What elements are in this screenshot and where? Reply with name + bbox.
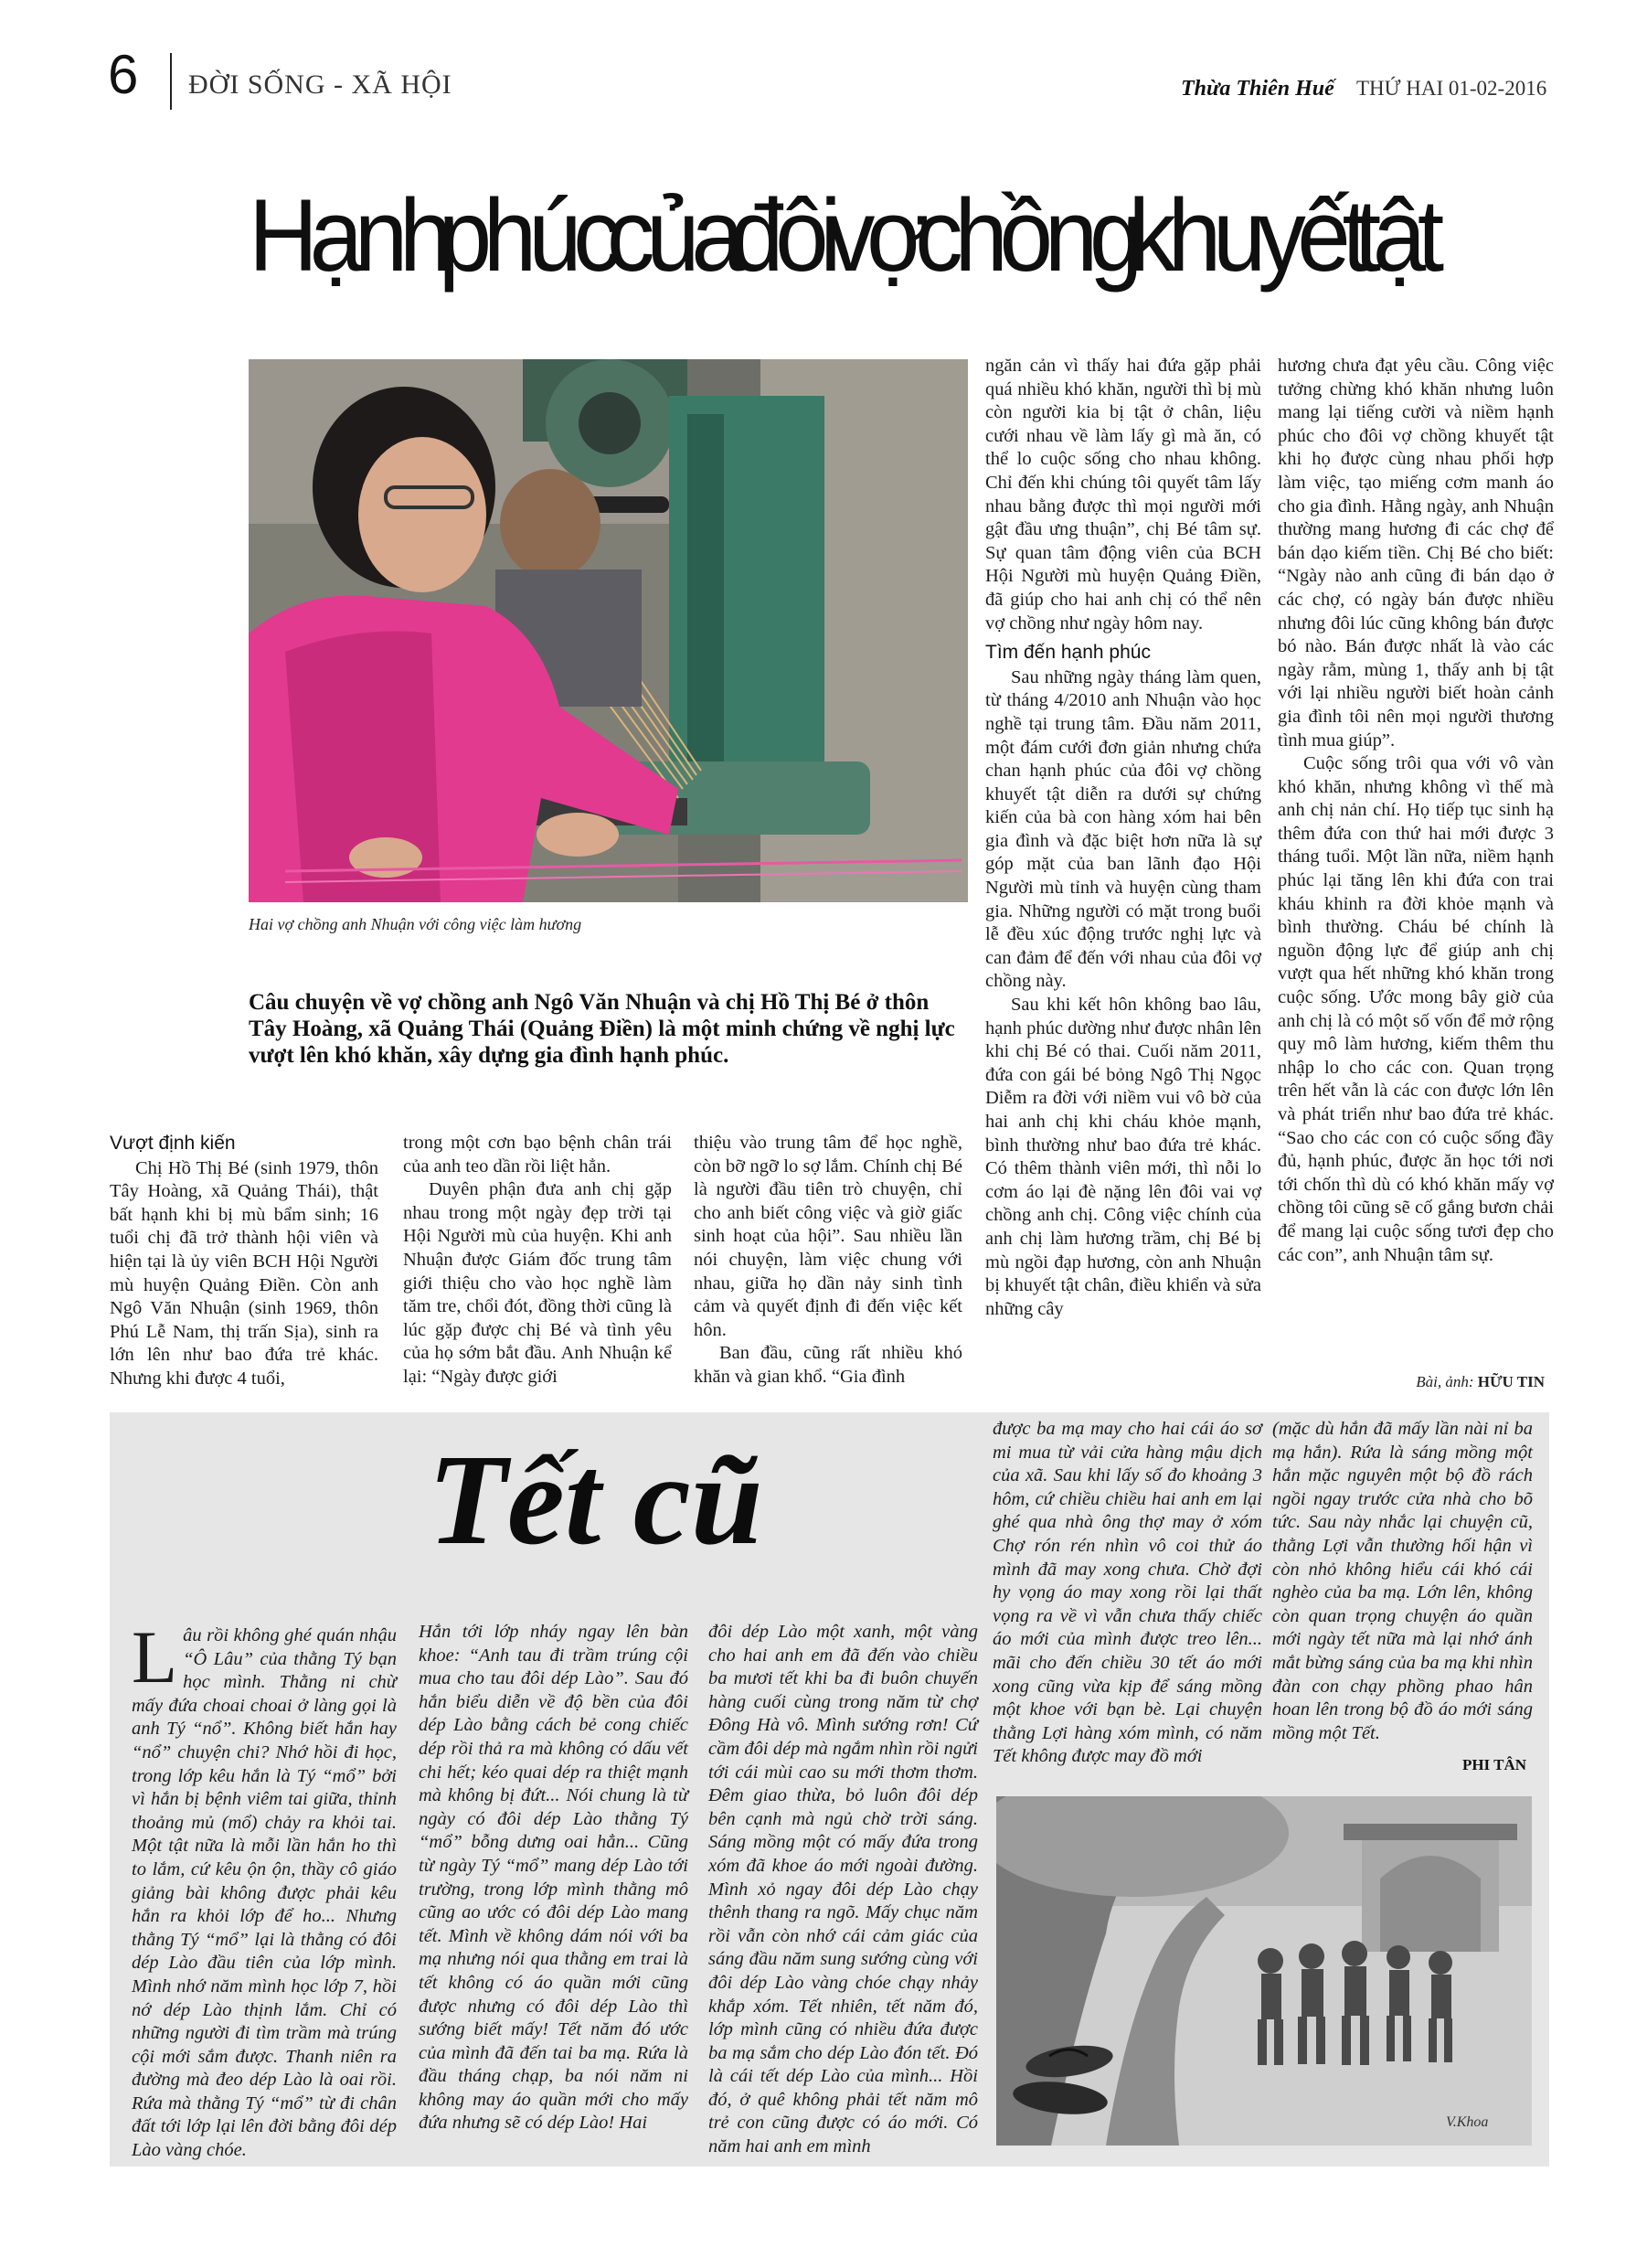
tet-cu-illustration	[996, 1796, 1532, 2146]
issue-date: THỨ HAI 01-02-2016	[1356, 77, 1547, 100]
article1-paragraph: Chị Hồ Thị Bé (sinh 1979, thôn Tây Hoàng, xã Quảng Thái), thật bất hạnh khi bị mù bẩm sinh; 16 tuổi chị đã trở thành hội viên và hiện tại là ủy viên BCH Hội Người mù huyện Quảng Điền. Còn anh Ngô Văn Nhuận (sinh 1969, thôn Phú Lễ Nam, thị trấn Sịa), sinh ra lớn lên như bao đứa trẻ khác. Nhưng khi được 4 tuổi,	[110, 1157, 378, 1389]
article1-column-5	[1278, 355, 1554, 1267]
article1-paragraph: Ban đầu, cũng rất nhiều khó khăn và gian khổ. “Gia đình	[694, 1343, 962, 1387]
article1-paragraph: thiệu vào trung tâm để học nghề, còn bỡ ngỡ lo sợ lắm. Chính chị Bé là người đầu tiên trò chuyện, chỉ cho anh biết công việc và giờ giấc sinh hoạt của hội”. Sau nhiều lần nói chuyện, làm việc chung với nhau, giữa họ dần nảy sinh tình cảm và quyết định đi đến việc kết hôn.	[694, 1133, 962, 1340]
tet-cu-paragraph: được ba mạ may cho hai cái áo sơ mi mua từ vải cửa hàng mậu dịch của xã. Sau khi lấy số đo khoảng 3 hôm, cứ chiều chiều hai anh em lại ghé qua nhà ông thợ may ở xóm Chợ rón rén nhìn vô coi thử áo mình đã may xong chưa. Chờ đợi hy vọng áo may xong rồi lại thất vọng ra về vì vẫn chưa thấy chiếc áo mới của mình được treo lên... mãi cho đến chiều 30 tết áo mới xong cũng vừa kịp để sáng mồng một khoe với bạn bè. Lại chuyện thằng Lợi hàng xóm mình, có năm Tết không được may đồ mới	[993, 1419, 1262, 1767]
byline-label: Bài, ảnh:	[1416, 1373, 1478, 1390]
tet-cu-paragraph: Hắn tới lớp nháy ngay lên bàn khoe: “Anh tau đi trầm trúng cội mua cho tau đôi dép Lào”. Sau đó hắn biểu diễn về độ bền của đôi dép Lào bằng cách bẻ cong chiếc dép rồi thả ra mà không có dấu vết chi hết; kéo quai dép ra thiệt mạnh mà không bị đứt... Nói chung là từ ngày có đôi dép Lào thằng Tý “mổ” bỗng dưng oai hẳn... Cũng từ ngày Tý “mổ” mang dép Lào tới trường, trong lớp mình thằng mô cũng ao ước có đôi dép Lào mang tết. Mình về không dám nói với ba mạ nhưng nói qua thằng em trai là tết không có áo quần mới cũng được nhưng có đôi dép Lào thì sướng biết mấy! Tết năm đó ước của mình đã đến tai ba mạ. Rứa là đầu tháng chạp, ba nói năm ni không may áo quần mới cho mấy đứa nhưng sẽ có dép Lào! Hai	[419, 1622, 688, 2134]
tet-cu-column-2	[419, 1621, 688, 2135]
illustration-signature: V.Khoa	[1446, 2114, 1489, 2130]
header-divider	[170, 53, 172, 110]
tet-cu-column-5	[1272, 1418, 1533, 1745]
article1-paragraph: hương chưa đạt yêu cầu. Công việc tưởng chừng khó khăn nhưng luôn mang lại tiếng cười và niềm hạnh phúc cho đôi vợ chồng khuyết tật khi họ được cùng nhau phối hợp làm việc, tạo miếng cơm manh áo cho gia đình. Hằng ngày, anh Nhuận thường mang hương đi các chợ để bán dạo kiếm tiền. Chị Bé cho biết: “Ngày nào anh cũng đi bán dạo ở các chợ, có ngày bán được nhiều nhưng đôi lúc cũng không bán được bó nào. Bán được nhất là vào các ngày rằm, mùng 1, thấy anh bị tật với lại nhiều người biết hoàn cảnh gia đình tôi nên mọi người thương tình mua giúp”.	[1278, 356, 1554, 751]
section-title: ĐỜI SỐNG - XÃ HỘI	[188, 69, 452, 100]
photo-caption: Hai vợ chồng anh Nhuận với công việc làm hương	[249, 915, 582, 933]
drop-cap: L	[132, 1615, 178, 1698]
tet-cu-paragraph: Lâu rồi không ghé quán nhậu “Ô Lâu” của thằng Tý bạn học mình. Thằng ni chừ mấy đứa choai choai ở làng gọi là anh Tý “nổ”. Không biết hắn hay “nổ” chuyện chi? Nhớ hồi đi học, trong lớp kêu hắn là Tý “mổ” bởi vì hắn bị bệnh viêm tai giữa, thỉnh thoảng mủ (mổ) chảy ra khỏi tai. Một tật nữa là mỗi lần hắn ho thì to lắm, cứ kêu ộn ộn, thầy cô giáo giảng bài không được phải kêu hắn ra khỏi lớp để ho... Nhưng thằng Tý “mổ” lại là thằng có đôi dép Lào đầu tiên của lớp mình. Mình nhớ năm mình học lớp 7, hồi nớ dép Lào thịnh lắm. Chỉ có những người đi tìm trầm mà trúng cội mới sắm được. Thanh niên ra đường mà đeo dép Lào là oai rồi. Rứa mà thằng Tý “mổ” từ đi chân đất tới lớp lại lên đời bằng đôi dép Lào vàng chóe.	[132, 1615, 397, 2161]
tet-cu-column-3	[708, 1621, 978, 2159]
tet-cu-paragraph: đôi dép Lào một xanh, một vàng cho hai anh em đã đến vào chiều ba mươi tết khi ba đi buôn chuyến hàng cuối cùng trong năm từ chợ Đông Hà vô. Mình sướng rơn! Cứ cầm đôi dép mà ngắm nhìn rồi ngửi tới cái mùi cao su mới thơm thơm. Đêm giao thừa, bỏ luôn đôi dép bên cạnh mà ngủ chờ trời sáng. Sáng mồng một có mấy đứa trong xóm đã khoe áo mới ngoài đường. Mình xỏ ngay đôi dép Lào chạy thênh thang ra ngõ. Mấy chục năm rồi vẫn còn nhớ cái cảm giác của sáng đầu năm sung sướng cùng với đôi dép Lào vàng chóe chạy nhảy khắp xóm. Tết nhiên, tết năm đó, lớp mình cũng có nhiều đứa được ba mạ sắm cho dép Lào đón tết. Đó là cái tết dép Lào của mình... Hồi đó, ở quê không phải tết năm mô trẻ con cũng được có áo mới. Có năm hai anh em mình	[708, 1622, 978, 2157]
tet-cu-column-4	[993, 1418, 1262, 1769]
publication-name: Thừa Thiên Huế	[1181, 77, 1334, 101]
article1-column-3	[694, 1132, 962, 1390]
article1-paragraph: Duyên phận đưa anh chị gặp nhau trong một ngày đẹp trời tại Hội Người mù của huyện. Khi anh Nhuận được Giám đốc trung tâm giới thiệu cho vào học nghề làm tăm tre, chổi đót, đồng thời cũng là lúc gặp được chị Bé và tình yêu của họ sớm bắt đầu. Anh Nhuận kể lại: “Ngày được giới	[403, 1179, 672, 1387]
tet-cu-column-1	[132, 1615, 397, 2163]
article1-column-4	[985, 355, 1261, 1321]
tet-cu-byline: PHI TÂN	[1461, 1756, 1526, 1773]
subhead-vuot-dinh-kien: Vượt định kiến	[110, 1133, 236, 1154]
article1-paragraph: Cuộc sống trôi qua với vô vàn khó khăn, nhưng không vì thế mà anh chị nản chí. Họ tiếp tục sinh hạ thêm đứa con thứ hai mới được 3 tháng tuổi. Một lần nữa, niềm hạnh phúc lại tăng lên khi đứa con trai kháu khỉnh ra đời khỏe mạnh và bình thường. Cháu bé chính là nguồn động lực để giúp anh chị vượt qua hết những khó khăn trong cuộc sống. Ước mong bây giờ của anh chị là có một số vốn để mở rộng quy mô làm hương, kiếm thêm thu nhập lo cho các con. Quan trọng trên hết vẫn là các con được lớn lên và phát triển như bao đứa trẻ khác. “Sao cho các con có cuộc sống đầy đủ, hạnh phúc, được ăn học tới nơi tới chốn thì dù có khó khăn mấy vợ chồng tôi cũng sẽ cố gắng bươn chải để mang lại cuộc sống tươi đẹp cho các con”, anh Nhuận tâm sự.	[1278, 753, 1554, 1265]
page-number: 6	[108, 44, 139, 105]
article1-paragraph: Sau khi kết hôn không bao lâu, hạnh phúc dường như được nhân lên khi chị Bé có thai. Cuối năm 2011, đứa con gái bé bỏng Ngô Thị Ngọc Diễm ra đời với niềm vui vô bờ của hai anh chị khi cháu khỏe mạnh, bình thường như bao đứa trẻ khác. Có thêm thành viên mới, thì nỗi lo cơm áo lại đè nặng lên đôi vai vợ chồng anh chị. Công việc chính của anh chị làm hương trầm, chị Bé bị mù ngồi đạp hương, còn anh Nhuận bị khuyết tật chân, điều khiển và sửa những cây	[985, 995, 1261, 1319]
article1-paragraph: trong một cơn bạo bệnh chân trái của anh teo dần rồi liệt hẳn.	[403, 1133, 672, 1177]
article-sapo: Câu chuyện về vợ chồng anh Ngô Văn Nhuận và chị Hồ Thị Bé ở thôn Tây Hoàng, xã Quảng Thái (Quảng Điền) là một minh chứng về nghị lực vượt lên khó khăn, xây dựng gia đình hạnh phúc.	[249, 990, 955, 1068]
children-running-illustration	[996, 1796, 1532, 2146]
tet-cu-box	[110, 1412, 1549, 2167]
article1-paragraph: ngăn cản vì thấy hai đứa gặp phải quá nhiều khó khăn, người thì bị mù còn người kia bị tật ở chân, liệu cưới nhau về làm lấy gì mà ăn, có thể lo cuộc sống cho nhau không. Chỉ đến khi chúng tôi quyết tâm lấy nhau bằng được thì mọi người mới gật đầu ưng thuận”, chị Bé tâm sự. Sự quan tâm động viên của BCH Hội Người mù huyện Quảng Điền, đã giúp cho hai anh chị có thể nên vợ chồng như ngày hôm nay.	[985, 356, 1261, 634]
byline-name: HỮU TIN	[1477, 1373, 1545, 1390]
article1-column-2	[403, 1132, 672, 1390]
tet-cu-paragraph: (mặc dù hắn đã mấy lần nài nỉ ba mạ hắn). Rứa là sáng mồng một hắn mặc nguyên một bộ đồ rách ngồi ngay trước cửa nhà cho bõ tức. Sau này nhắc lại chuyện cũ, thằng Lợi vẫn thường hối hận vì còn nhỏ không hiểu cái khó cái nghèo của ba mạ. Lớn lên, không còn quan trọng chuyện áo quần mới ngày tết nữa mà lại nhớ ánh mắt bừng sáng của ba mạ khi nhìn đàn con chạy phồng phao hân hoan lên trong bộ đồ áo mới sáng mồng một Tết.	[1272, 1419, 1533, 1743]
subhead-tim-den-hanh-phuc: Tìm đến hạnh phúc	[985, 642, 1151, 664]
article-headline: Hạnh phúc của đôi vợ chồng khuyết tật	[249, 178, 1436, 293]
article1-byline	[1353, 1373, 1545, 1391]
article1-paragraph: Sau những ngày tháng làm quen, từ tháng 4/2010 anh Nhuận vào học nghề tại trung tâm. Đầu năm 2011, một đám cưới đơn giản nhưng chứa chan hạnh phúc của đôi vợ chồng khuyết tật diễn ra dưới sự chứng kiến của bà con hàng xóm hai bên gia đình và đặc biệt hơn nữa là sự góp mặt của ban lãnh đạo Hội Người mù tỉnh và huyện cùng tham gia. Những người có mặt trong buổi lễ đều xúc động trước nghị lực và can đảm để đến với nhau của đôi vợ chồng này.	[985, 666, 1261, 992]
photo-illustration	[249, 359, 968, 902]
article1-column-1	[110, 1132, 378, 1391]
article-photo	[249, 359, 968, 902]
tet-cu-headline: Tết cũ	[428, 1427, 763, 1571]
